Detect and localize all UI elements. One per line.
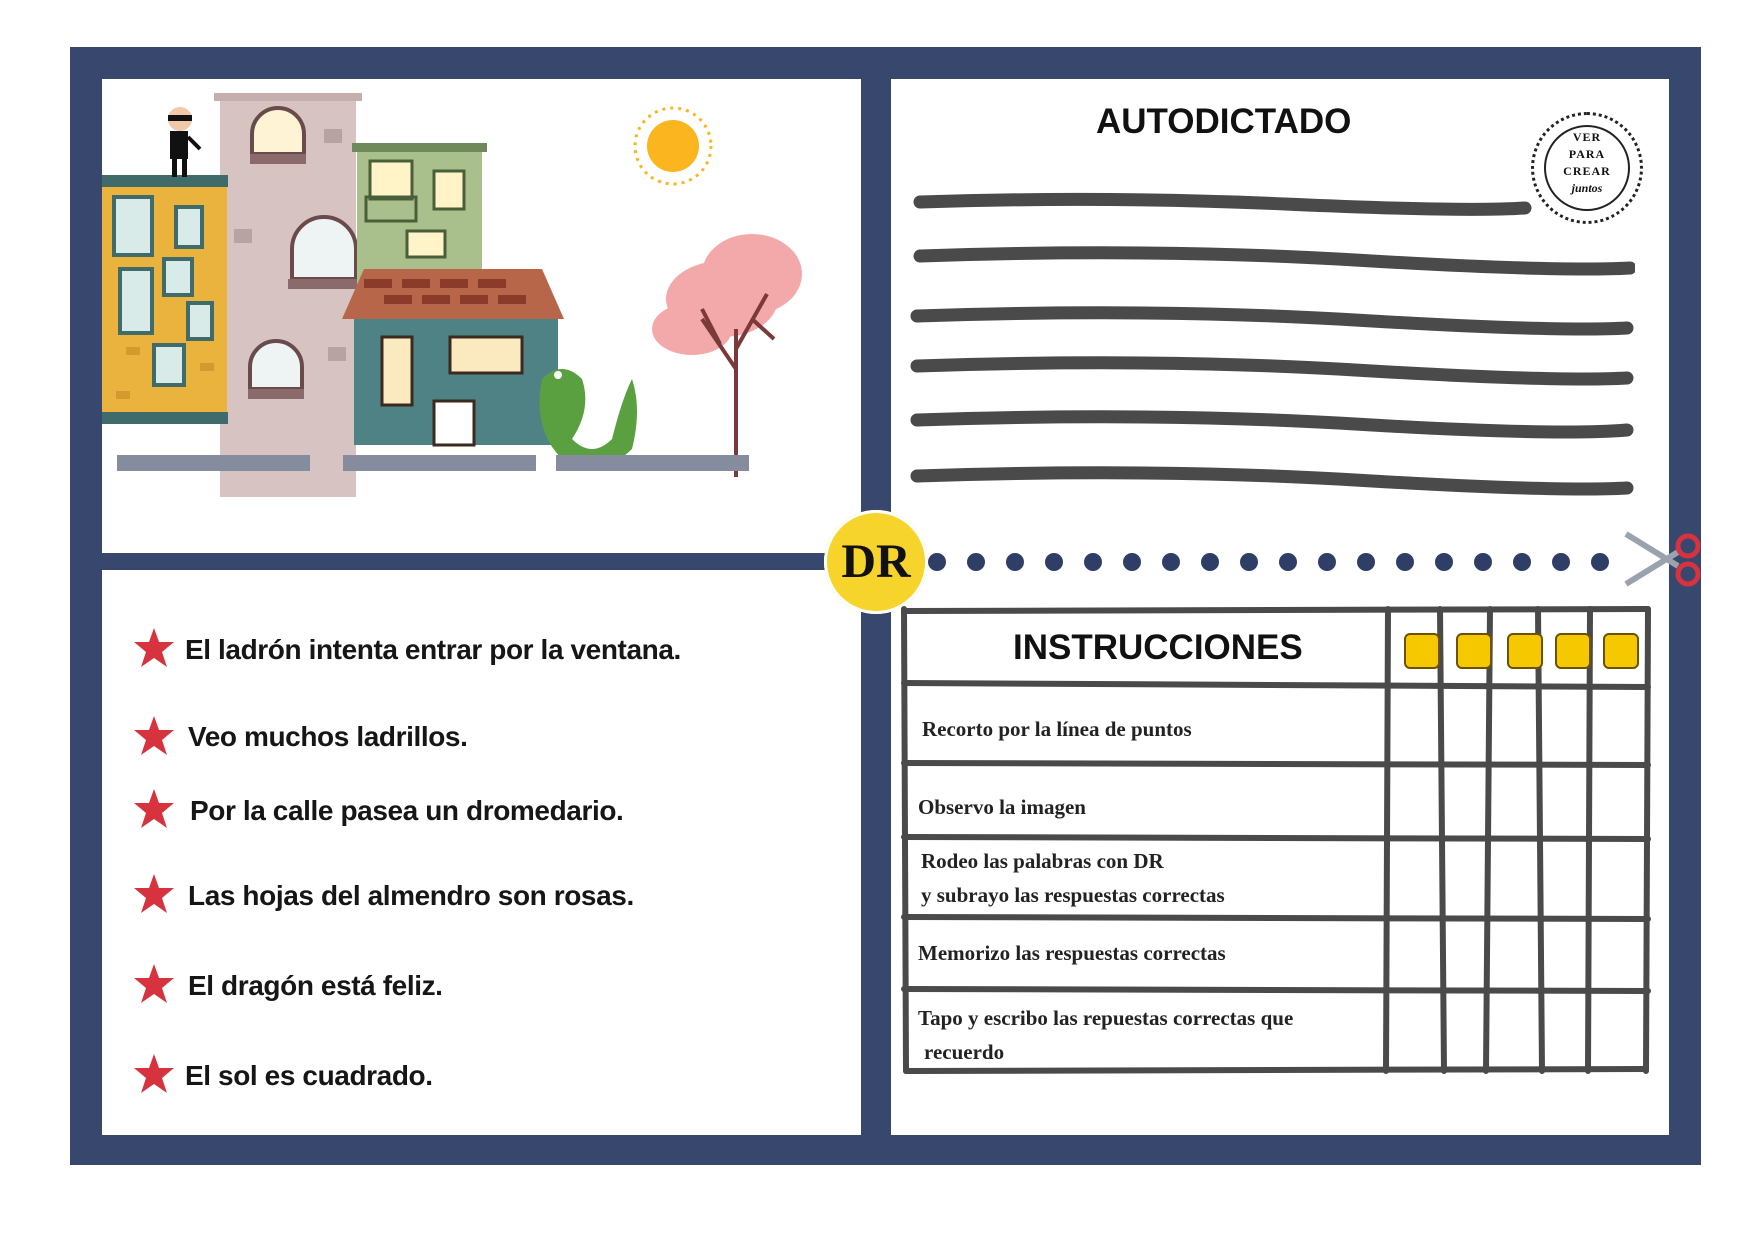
sun-illustration: [635, 108, 711, 184]
star-icon: [132, 626, 176, 670]
cut-line-dot: [1123, 553, 1141, 571]
cut-line-dot: [1357, 553, 1375, 571]
instruction-row-4: Memorizo las respuestas correctas: [918, 941, 1226, 965]
road-stripes: [117, 455, 749, 471]
logo-line-3: CREAR: [1563, 164, 1611, 178]
dictation-writing-lines: [905, 180, 1635, 510]
neutral-face-icon: [1555, 633, 1591, 669]
cut-line-dot: [1552, 553, 1570, 571]
cut-line-dot: [1240, 553, 1258, 571]
yellow-building: [102, 175, 228, 424]
cut-line-dot: [928, 553, 946, 571]
pink-building: [214, 93, 362, 497]
dr-badge: [824, 510, 928, 614]
star-icon: [132, 872, 176, 916]
star-icon: [132, 714, 176, 758]
cut-line-dot: [1396, 553, 1414, 571]
instructions-title: INSTRUCCIONES: [1013, 628, 1303, 667]
sentence-3: Por la calle pasea un dromedario.: [190, 795, 624, 826]
cut-line-dot: [1318, 553, 1336, 571]
sentence-5: El dragón está feliz.: [188, 970, 443, 1001]
autodictado-title: AUTODICTADO: [1096, 102, 1352, 141]
instruction-row-2: Observo la imagen: [918, 795, 1086, 819]
sentence-4: Las hojas del almendro son rosas.: [188, 880, 634, 911]
star-icon: [132, 787, 176, 831]
instruction-row-1: Recorto por la línea de puntos: [922, 717, 1192, 741]
teal-house: [342, 269, 564, 445]
instruction-row-5: Tapo y escribo las repuestas correctas que: [918, 1006, 1294, 1030]
sentence-2: Veo muchos ladrillos.: [188, 721, 468, 752]
cut-line-dot: [1006, 553, 1024, 571]
scissors-icon: [1622, 526, 1702, 592]
smile-face-icon: [1456, 633, 1492, 669]
cut-line-dot: [1513, 553, 1531, 571]
instruction-row-3-line-2: y subrayo las respuestas correctas: [921, 883, 1225, 907]
dragon-illustration: [540, 369, 638, 467]
sad-face-icon: [1603, 633, 1639, 669]
cut-line-dot: [1162, 553, 1180, 571]
logo-line-4: juntos: [1571, 181, 1603, 195]
logo-line-1: VER: [1572, 130, 1602, 144]
sentence-1: El ladrón intenta entrar por la ventana.: [185, 634, 681, 665]
cut-line-dot: [967, 553, 985, 571]
thief-figure: [168, 107, 200, 177]
cut-line-dot: [1279, 553, 1297, 571]
cut-line-dot: [1435, 553, 1453, 571]
logo-line-2: PARA: [1568, 147, 1606, 161]
star-icon: [132, 1052, 176, 1096]
panel-divider: [102, 553, 826, 567]
cut-line-dot: [1591, 553, 1609, 571]
instruction-row-3: Rodeo las palabras con DR: [921, 849, 1164, 873]
cut-line-dot: [1201, 553, 1219, 571]
star-icon: [132, 962, 176, 1006]
dr-badge-text: DR: [841, 535, 911, 588]
sentence-6: El sol es cuadrado.: [185, 1060, 433, 1091]
almond-tree: [652, 234, 802, 477]
cut-line-dot: [1084, 553, 1102, 571]
instruction-row-5-line-2: recuerdo: [924, 1040, 1005, 1064]
cool-face-icon: [1404, 633, 1440, 669]
surprised-face-icon: [1507, 633, 1543, 669]
city-scene-illustration: [102, 79, 861, 553]
cut-line-dot: [1045, 553, 1063, 571]
cut-line-dot: [1474, 553, 1492, 571]
